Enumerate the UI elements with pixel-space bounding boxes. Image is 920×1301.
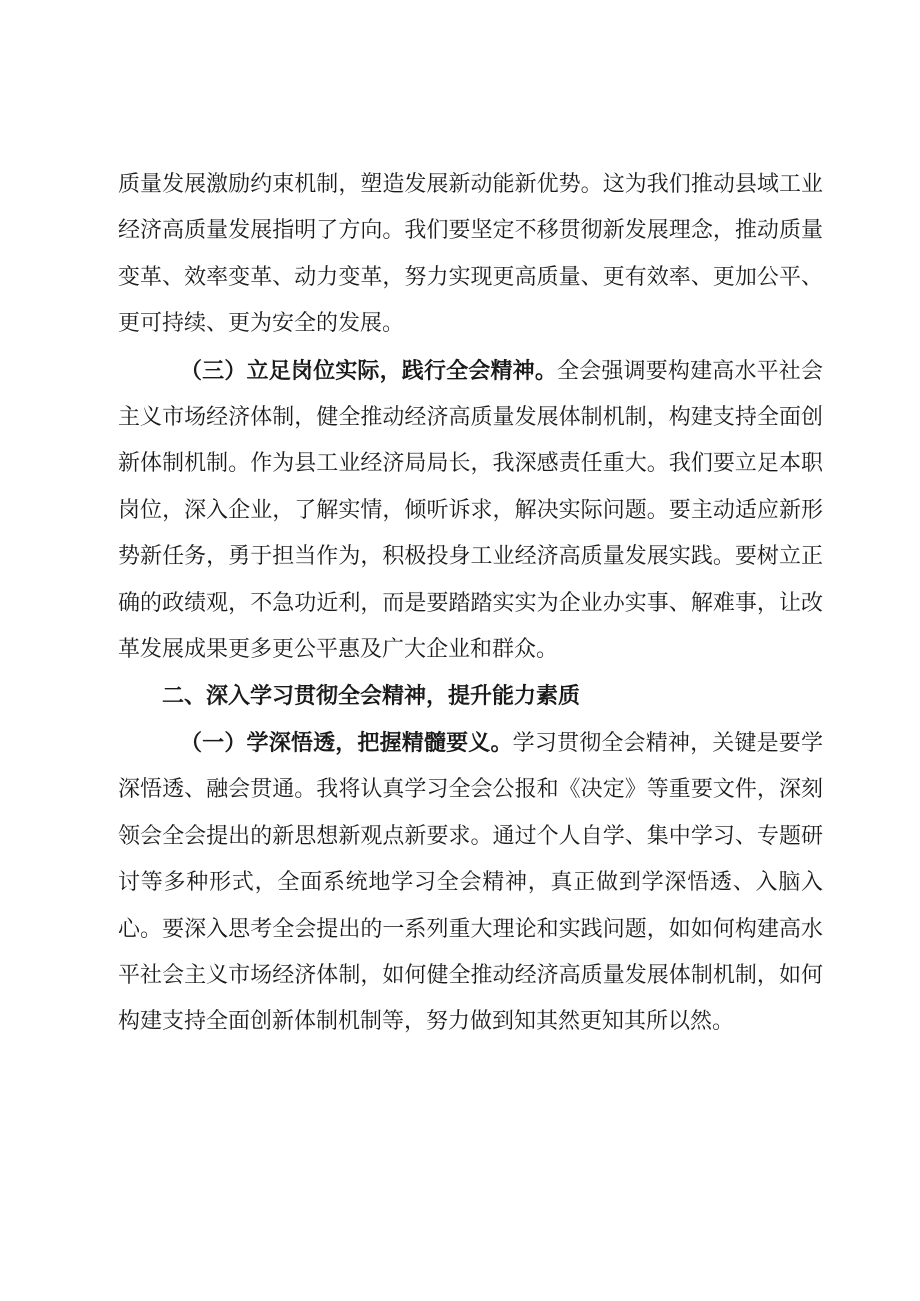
section-1-lead: （一）学深悟透，把握精髓要义。 xyxy=(180,729,513,756)
document-body xyxy=(118,162,823,1046)
paragraph-section-3 xyxy=(118,348,823,674)
section-1-body: 学习贯彻全会精神，关键是要学深悟透、融会贯通。我将认真学习全会公报和《决定》等重要文件，深刻领会全会提出的新思想新观点新要求。通过个人自学、集中学习、专题研讨等多种形式，全面系统地学习全会精神，真正做到学深悟透、入脑入心。要深入思考全会提出的一系列重大理论和实践问题，如如何构建高水平社会主义市场经济体制，如何健全推动经济高质量发展体制机制，如何构建支持全面创新体制机制等，努力做到知其然更知其所以然。 xyxy=(118,730,823,1035)
heading-part-2: 二、深入学习贯彻全会精神，提升能力素质 xyxy=(162,683,581,710)
section-3-body: 全会强调要构建高水平社会主义市场经济体制，健全推动经济高质量发展体制机制，构建支持全面创新体制机制。作为县工业经济局局长，我深感责任重大。我们要立足本职岗位，深入企业，了解实情，倾听诉求，解决实际问题。要主动适应新形势新任务，勇于担当作为，积极投身工业经济高质量发展实践。要树立正确的政绩观，不急功近利，而是要踏踏实实为企业办实事、解难事，让改革发展成果更多更公平惠及广大企业和群众。 xyxy=(118,358,823,663)
section-3-lead: （三）立足岗位实际，践行全会精神。 xyxy=(180,357,558,384)
paragraph-section-1 xyxy=(118,720,823,1046)
paragraph-continuation: 质量发展激励约束机制，塑造发展新动能新优势。这为我们推动县域工业经济高质量发展指明了方向。我们要坚定不移贯彻新发展理念，推动质量变革、效率变革、动力变革，努力实现更高质量、更有效率、更加公平、更可持续、更为安全的发展。 xyxy=(118,172,823,337)
